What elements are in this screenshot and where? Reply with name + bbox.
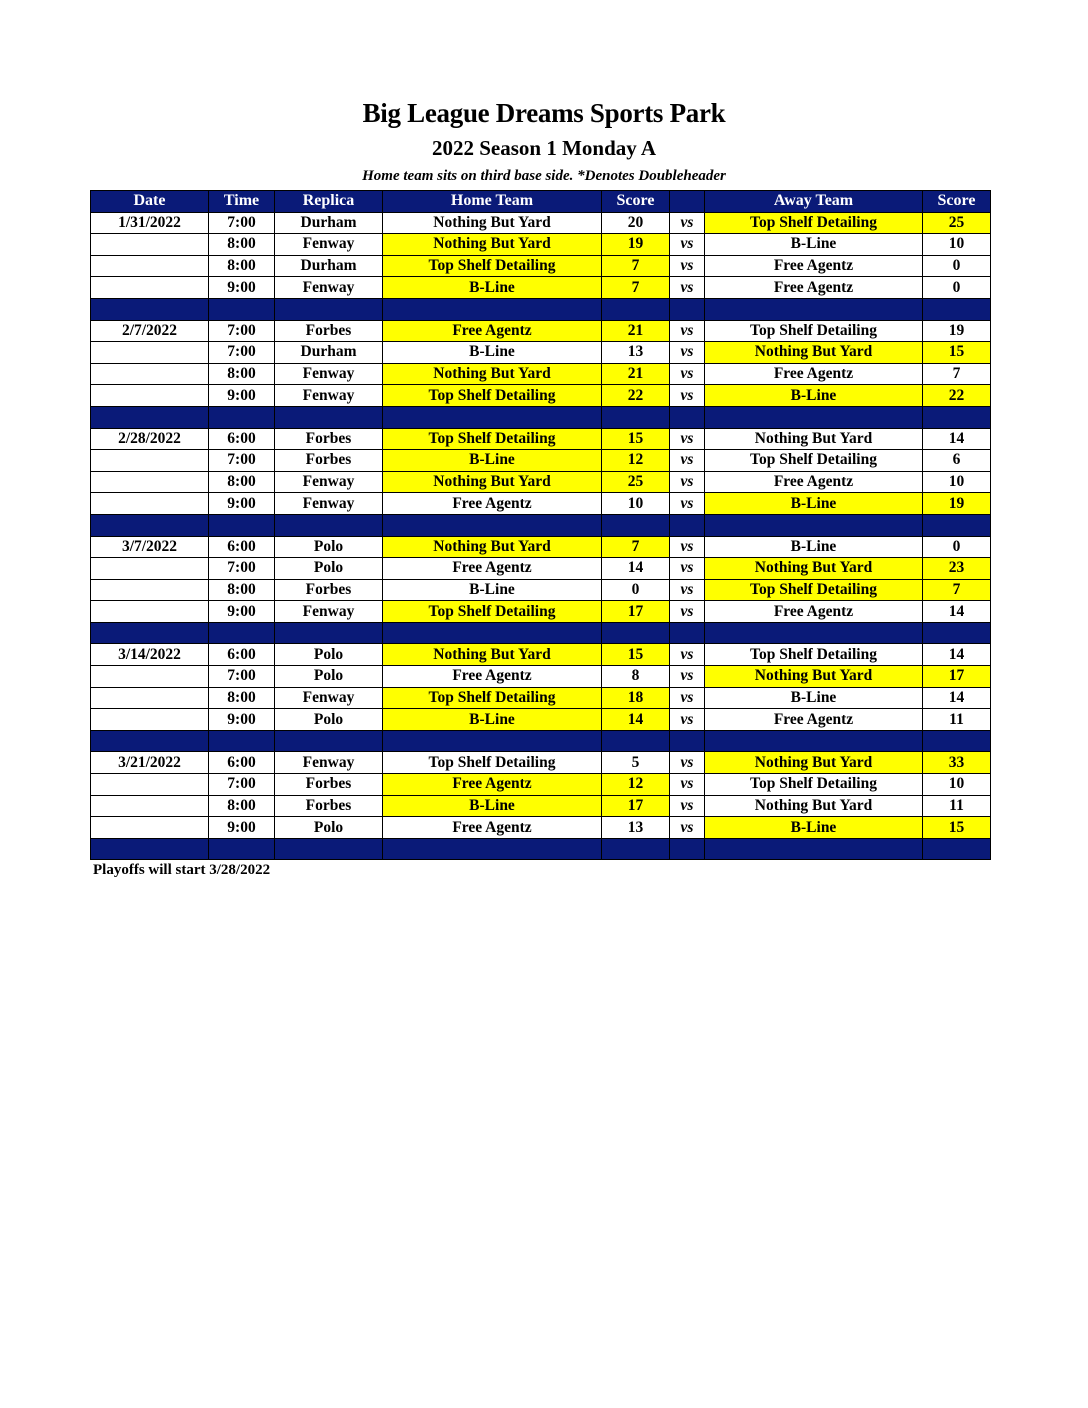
table-row	[91, 428, 991, 450]
col-header-home-score: Score	[602, 191, 670, 213]
away-score-cell: 6	[923, 450, 991, 472]
vs-cell: vs	[670, 795, 705, 817]
vs-cell: vs	[670, 687, 705, 709]
separator-cell	[383, 622, 602, 644]
away-team-cell: Top Shelf Detailing	[705, 579, 923, 601]
time-cell: 8:00	[209, 255, 275, 277]
col-header-vs	[670, 191, 705, 213]
away-team-cell: B-Line	[705, 493, 923, 515]
table-header-row	[91, 191, 991, 213]
home-team-cell: Free Agentz	[383, 320, 602, 342]
time-cell: 7:00	[209, 450, 275, 472]
date-cell	[91, 493, 209, 515]
col-header-replica: Replica	[275, 191, 383, 213]
date-cell	[91, 601, 209, 623]
week-separator-row	[91, 514, 991, 536]
home-team-cell: B-Line	[383, 579, 602, 601]
vs-cell: vs	[670, 450, 705, 472]
table-row	[91, 644, 991, 666]
away-score-cell: 11	[923, 709, 991, 731]
home-team-cell: Nothing But Yard	[383, 644, 602, 666]
separator-cell	[602, 730, 670, 752]
separator-cell	[209, 298, 275, 320]
replica-cell: Fenway	[275, 752, 383, 774]
separator-cell	[383, 406, 602, 428]
away-score-cell: 10	[923, 471, 991, 493]
table-row	[91, 255, 991, 277]
table-row	[91, 774, 991, 796]
separator-cell	[602, 406, 670, 428]
replica-cell: Forbes	[275, 579, 383, 601]
date-cell	[91, 817, 209, 839]
vs-cell: vs	[670, 579, 705, 601]
separator-cell	[705, 298, 923, 320]
table-row	[91, 795, 991, 817]
table-row	[91, 342, 991, 364]
home-score-cell: 7	[602, 255, 670, 277]
home-score-cell: 20	[602, 212, 670, 234]
table-row	[91, 493, 991, 515]
table-row	[91, 687, 991, 709]
away-team-cell: Top Shelf Detailing	[705, 774, 923, 796]
away-score-cell: 10	[923, 774, 991, 796]
separator-cell	[705, 406, 923, 428]
separator-cell	[923, 514, 991, 536]
home-team-cell: Nothing But Yard	[383, 471, 602, 493]
separator-cell	[670, 298, 705, 320]
date-cell	[91, 687, 209, 709]
away-score-cell: 15	[923, 817, 991, 839]
away-team-cell: B-Line	[705, 234, 923, 256]
away-score-cell: 17	[923, 666, 991, 688]
table-row	[91, 363, 991, 385]
home-team-cell: Free Agentz	[383, 666, 602, 688]
away-score-cell: 14	[923, 428, 991, 450]
home-score-cell: 14	[602, 558, 670, 580]
home-team-cell: Top Shelf Detailing	[383, 385, 602, 407]
table-row	[91, 385, 991, 407]
home-team-cell: Free Agentz	[383, 493, 602, 515]
time-cell: 7:00	[209, 558, 275, 580]
date-cell: 1/31/2022	[91, 212, 209, 234]
replica-cell: Fenway	[275, 277, 383, 299]
vs-cell: vs	[670, 342, 705, 364]
away-score-cell: 14	[923, 687, 991, 709]
playoffs-note: Playoffs will start 3/28/2022	[93, 862, 271, 878]
home-team-cell: B-Line	[383, 277, 602, 299]
week-separator-row	[91, 622, 991, 644]
date-cell: 2/28/2022	[91, 428, 209, 450]
separator-cell	[275, 730, 383, 752]
table-row	[91, 558, 991, 580]
away-team-cell: B-Line	[705, 687, 923, 709]
table-row	[91, 536, 991, 558]
replica-cell: Forbes	[275, 320, 383, 342]
away-score-cell: 10	[923, 234, 991, 256]
home-score-cell: 13	[602, 342, 670, 364]
date-cell	[91, 255, 209, 277]
away-team-cell: Nothing But Yard	[705, 795, 923, 817]
replica-cell: Polo	[275, 536, 383, 558]
home-score-cell: 18	[602, 687, 670, 709]
vs-cell: vs	[670, 234, 705, 256]
vs-cell: vs	[670, 212, 705, 234]
date-cell	[91, 342, 209, 364]
home-score-cell: 21	[602, 363, 670, 385]
separator-cell	[923, 406, 991, 428]
replica-cell: Polo	[275, 709, 383, 731]
replica-cell: Forbes	[275, 774, 383, 796]
table-row	[91, 450, 991, 472]
replica-cell: Polo	[275, 558, 383, 580]
away-team-cell: Nothing But Yard	[705, 558, 923, 580]
home-score-cell: 19	[602, 234, 670, 256]
col-header-time: Time	[209, 191, 275, 213]
time-cell: 9:00	[209, 817, 275, 839]
schedule-note: Home team sits on third base side. *Denotes Doubleheader	[362, 168, 726, 184]
away-team-cell: Top Shelf Detailing	[705, 450, 923, 472]
week-separator-row	[91, 838, 991, 860]
home-team-cell: B-Line	[383, 342, 602, 364]
separator-cell	[602, 622, 670, 644]
date-cell	[91, 558, 209, 580]
time-cell: 8:00	[209, 363, 275, 385]
date-cell: 2/7/2022	[91, 320, 209, 342]
home-score-cell: 14	[602, 709, 670, 731]
home-score-cell: 21	[602, 320, 670, 342]
separator-cell	[923, 622, 991, 644]
separator-cell	[275, 838, 383, 860]
time-cell: 6:00	[209, 428, 275, 450]
away-team-cell: Free Agentz	[705, 471, 923, 493]
vs-cell: vs	[670, 385, 705, 407]
away-score-cell: 7	[923, 579, 991, 601]
table-row	[91, 709, 991, 731]
week-separator-row	[91, 406, 991, 428]
date-cell	[91, 277, 209, 299]
separator-cell	[275, 298, 383, 320]
separator-cell	[91, 730, 209, 752]
replica-cell: Polo	[275, 644, 383, 666]
vs-cell: vs	[670, 666, 705, 688]
time-cell: 8:00	[209, 471, 275, 493]
home-score-cell: 10	[602, 493, 670, 515]
vs-cell: vs	[670, 774, 705, 796]
home-score-cell: 25	[602, 471, 670, 493]
date-cell	[91, 709, 209, 731]
away-team-cell: Free Agentz	[705, 709, 923, 731]
time-cell: 9:00	[209, 493, 275, 515]
separator-cell	[670, 730, 705, 752]
time-cell: 8:00	[209, 795, 275, 817]
home-team-cell: Top Shelf Detailing	[383, 255, 602, 277]
away-team-cell: Nothing But Yard	[705, 752, 923, 774]
col-header-home-team: Home Team	[383, 191, 602, 213]
separator-cell	[209, 838, 275, 860]
away-score-cell: 33	[923, 752, 991, 774]
vs-cell: vs	[670, 255, 705, 277]
separator-cell	[923, 838, 991, 860]
vs-cell: vs	[670, 601, 705, 623]
separator-cell	[209, 514, 275, 536]
separator-cell	[275, 622, 383, 644]
time-cell: 7:00	[209, 666, 275, 688]
away-team-cell: Free Agentz	[705, 363, 923, 385]
separator-cell	[91, 514, 209, 536]
replica-cell: Forbes	[275, 795, 383, 817]
replica-cell: Fenway	[275, 493, 383, 515]
away-team-cell: Nothing But Yard	[705, 666, 923, 688]
date-cell	[91, 363, 209, 385]
home-score-cell: 7	[602, 277, 670, 299]
separator-cell	[275, 514, 383, 536]
vs-cell: vs	[670, 536, 705, 558]
away-score-cell: 14	[923, 601, 991, 623]
away-score-cell: 11	[923, 795, 991, 817]
separator-cell	[705, 622, 923, 644]
away-score-cell: 15	[923, 342, 991, 364]
separator-cell	[705, 514, 923, 536]
home-team-cell: B-Line	[383, 795, 602, 817]
date-cell	[91, 666, 209, 688]
away-team-cell: Top Shelf Detailing	[705, 212, 923, 234]
time-cell: 6:00	[209, 752, 275, 774]
home-score-cell: 0	[602, 579, 670, 601]
time-cell: 7:00	[209, 774, 275, 796]
replica-cell: Fenway	[275, 471, 383, 493]
home-score-cell: 17	[602, 601, 670, 623]
separator-cell	[670, 406, 705, 428]
separator-cell	[91, 406, 209, 428]
home-team-cell: Nothing But Yard	[383, 536, 602, 558]
home-score-cell: 12	[602, 450, 670, 472]
week-separator-row	[91, 298, 991, 320]
away-team-cell: Nothing But Yard	[705, 342, 923, 364]
home-team-cell: B-Line	[383, 709, 602, 731]
home-score-cell: 17	[602, 795, 670, 817]
table-row	[91, 601, 991, 623]
schedule-body	[91, 212, 991, 860]
away-team-cell: Free Agentz	[705, 601, 923, 623]
home-team-cell: Top Shelf Detailing	[383, 752, 602, 774]
replica-cell: Fenway	[275, 687, 383, 709]
away-team-cell: B-Line	[705, 385, 923, 407]
replica-cell: Fenway	[275, 363, 383, 385]
home-team-cell: B-Line	[383, 450, 602, 472]
home-team-cell: Top Shelf Detailing	[383, 601, 602, 623]
home-team-cell: Free Agentz	[383, 817, 602, 839]
away-score-cell: 0	[923, 255, 991, 277]
table-row	[91, 471, 991, 493]
replica-cell: Fenway	[275, 234, 383, 256]
time-cell: 9:00	[209, 601, 275, 623]
date-cell	[91, 471, 209, 493]
table-row	[91, 752, 991, 774]
vs-cell: vs	[670, 277, 705, 299]
time-cell: 6:00	[209, 536, 275, 558]
away-score-cell: 19	[923, 320, 991, 342]
separator-cell	[383, 514, 602, 536]
replica-cell: Polo	[275, 817, 383, 839]
home-score-cell: 15	[602, 428, 670, 450]
time-cell: 9:00	[209, 709, 275, 731]
replica-cell: Durham	[275, 212, 383, 234]
home-score-cell: 13	[602, 817, 670, 839]
table-row	[91, 212, 991, 234]
separator-cell	[670, 838, 705, 860]
date-cell	[91, 795, 209, 817]
home-team-cell: Nothing But Yard	[383, 212, 602, 234]
vs-cell: vs	[670, 471, 705, 493]
col-header-away-team: Away Team	[705, 191, 923, 213]
away-team-cell: B-Line	[705, 817, 923, 839]
separator-cell	[209, 730, 275, 752]
date-cell	[91, 450, 209, 472]
away-team-cell: Free Agentz	[705, 277, 923, 299]
time-cell: 6:00	[209, 644, 275, 666]
vs-cell: vs	[670, 644, 705, 666]
separator-cell	[91, 298, 209, 320]
separator-cell	[670, 514, 705, 536]
replica-cell: Durham	[275, 255, 383, 277]
separator-cell	[602, 298, 670, 320]
separator-cell	[91, 622, 209, 644]
away-team-cell: Nothing But Yard	[705, 428, 923, 450]
time-cell: 9:00	[209, 385, 275, 407]
separator-cell	[923, 298, 991, 320]
time-cell: 8:00	[209, 234, 275, 256]
separator-cell	[275, 406, 383, 428]
vs-cell: vs	[670, 493, 705, 515]
col-header-away-score: Score	[923, 191, 991, 213]
away-score-cell: 14	[923, 644, 991, 666]
away-score-cell: 0	[923, 536, 991, 558]
home-team-cell: Free Agentz	[383, 774, 602, 796]
separator-cell	[209, 622, 275, 644]
separator-cell	[383, 730, 602, 752]
replica-cell: Fenway	[275, 385, 383, 407]
page-subtitle: 2022 Season 1 Monday A	[431, 136, 657, 160]
table-row	[91, 579, 991, 601]
away-score-cell: 0	[923, 277, 991, 299]
separator-cell	[383, 838, 602, 860]
separator-cell	[602, 838, 670, 860]
away-score-cell: 25	[923, 212, 991, 234]
col-header-date: Date	[91, 191, 209, 213]
home-team-cell: Top Shelf Detailing	[383, 687, 602, 709]
away-team-cell: Top Shelf Detailing	[705, 644, 923, 666]
table-row	[91, 234, 991, 256]
vs-cell: vs	[670, 709, 705, 731]
home-score-cell: 8	[602, 666, 670, 688]
time-cell: 9:00	[209, 277, 275, 299]
separator-cell	[91, 838, 209, 860]
home-score-cell: 12	[602, 774, 670, 796]
away-score-cell: 23	[923, 558, 991, 580]
vs-cell: vs	[670, 558, 705, 580]
schedule-table	[90, 190, 991, 860]
table-row	[91, 666, 991, 688]
table-row	[91, 320, 991, 342]
date-cell	[91, 385, 209, 407]
vs-cell: vs	[670, 363, 705, 385]
time-cell: 8:00	[209, 579, 275, 601]
home-team-cell: Nothing But Yard	[383, 363, 602, 385]
away-score-cell: 22	[923, 385, 991, 407]
replica-cell: Fenway	[275, 601, 383, 623]
home-team-cell: Free Agentz	[383, 558, 602, 580]
vs-cell: vs	[670, 752, 705, 774]
away-team-cell: Free Agentz	[705, 255, 923, 277]
date-cell: 3/21/2022	[91, 752, 209, 774]
separator-cell	[602, 514, 670, 536]
home-team-cell: Top Shelf Detailing	[383, 428, 602, 450]
away-team-cell: B-Line	[705, 536, 923, 558]
away-score-cell: 19	[923, 493, 991, 515]
table-row	[91, 817, 991, 839]
date-cell	[91, 774, 209, 796]
separator-cell	[705, 838, 923, 860]
replica-cell: Durham	[275, 342, 383, 364]
away-team-cell: Top Shelf Detailing	[705, 320, 923, 342]
table-row	[91, 277, 991, 299]
date-cell	[91, 579, 209, 601]
separator-cell	[383, 298, 602, 320]
home-score-cell: 5	[602, 752, 670, 774]
page-title: Big League Dreams Sports Park	[362, 98, 726, 128]
date-cell: 3/7/2022	[91, 536, 209, 558]
time-cell: 7:00	[209, 342, 275, 364]
home-score-cell: 22	[602, 385, 670, 407]
separator-cell	[209, 406, 275, 428]
time-cell: 7:00	[209, 212, 275, 234]
home-score-cell: 7	[602, 536, 670, 558]
vs-cell: vs	[670, 320, 705, 342]
replica-cell: Polo	[275, 666, 383, 688]
week-separator-row	[91, 730, 991, 752]
home-score-cell: 15	[602, 644, 670, 666]
replica-cell: Forbes	[275, 428, 383, 450]
home-team-cell: Nothing But Yard	[383, 234, 602, 256]
time-cell: 7:00	[209, 320, 275, 342]
vs-cell: vs	[670, 817, 705, 839]
date-cell	[91, 234, 209, 256]
date-cell: 3/14/2022	[91, 644, 209, 666]
separator-cell	[670, 622, 705, 644]
replica-cell: Forbes	[275, 450, 383, 472]
separator-cell	[705, 730, 923, 752]
separator-cell	[923, 730, 991, 752]
vs-cell: vs	[670, 428, 705, 450]
time-cell: 8:00	[209, 687, 275, 709]
away-score-cell: 7	[923, 363, 991, 385]
